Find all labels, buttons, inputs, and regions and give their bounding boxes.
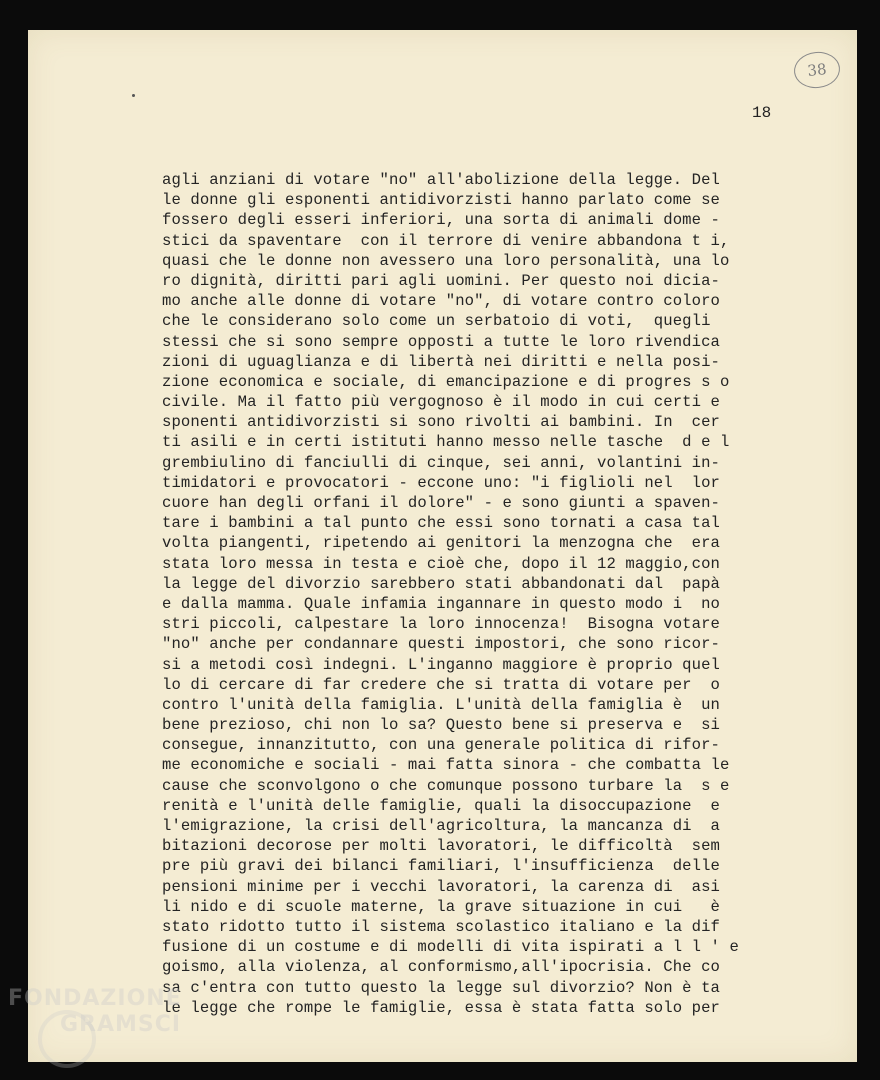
text-line: stri piccoli, calpestare la loro innocenza! Bisogna votare [162,615,721,634]
text-line: zioni di uguaglianza e di libertà nei diritti e nella posi- [162,352,721,371]
text-line: sponenti antidivorzisti si sono rivolti ai bambini. In cer [162,413,721,432]
text-line: bene prezioso, chi non lo sa? Questo bene si preserva e si [162,716,721,735]
speck [132,94,135,97]
text-line: stato ridotto tutto il sistema scolastico italiano e la dif [162,917,721,936]
text-line: renità e l'unità delle famiglie, quali la disoccupazione e [162,796,721,815]
text-line: me economiche e sociali - mai fatta sinora - che combatta le [162,756,730,775]
text-line: li nido e di scuole materne, la grave situazione in cui è [162,897,721,916]
text-line: le donne gli esponenti antidivorzisti hanno parlato come se [162,191,721,210]
text-line: goismo, alla violenza, al conformismo,all'ipocrisia. Che co [162,958,721,977]
text-line: ro dignità, diritti pari agli uomini. Per questo noi dicia- [162,271,721,290]
text-line: si a metodi così indegni. L'inganno maggiore è proprio quel [162,655,721,674]
text-line: pre più gravi dei bilanci familiari, l'insufficienza delle [162,857,721,876]
text-line: stici da spaventare con il terrore di venire abbandona t i, [162,231,730,250]
text-line: stata loro messa in testa e cioè che, dopo il 12 maggio,con [162,554,721,573]
text-line: fusione di un costume e di modelli di vita ispirati a l l ' e [162,938,739,957]
text-line: la legge del divorzio sarebbero stati abbandonati dal papà [162,574,721,593]
archive-stamp: 38 [792,50,842,91]
text-line: pensioni minime per i vecchi lavoratori, la carenza di asi [162,877,721,896]
text-line: cuore han degli orfani il dolore" - e sono giunti a spaven- [162,494,721,512]
text-line: zione economica e sociale, di emancipazione e di progres s o [162,372,730,391]
text-line: civile. Ma il fatto più vergognoso è il modo in cui certi e [162,393,721,412]
text-line: l'emigrazione, la crisi dell'agricoltura, la mancanza di a [162,817,721,835]
text-line: volta piangenti, ripetendo ai genitori la menzogna che era [162,534,721,553]
text-line: contro l'unità della famiglia. L'unità della famiglia è un [162,695,721,714]
watermark-line-1: FONDAZIONE [8,986,182,1011]
text-line: timidatori e provocatori - eccone uno: "i figlioli nel lor [162,473,721,492]
text-line: bitazioni decorose per molti lavoratori, le difficoltà sem [162,837,721,856]
text-line: sa c'entra con tutto questo la legge sul divorzio? Non è ta [162,978,721,997]
text-line: agli anziani di votare "no" all'abolizione della legge. Del [162,171,721,189]
text-line: grembiulino di fanciulli di cinque, sei anni, volantini in- [162,453,721,472]
text-line: le legge che rompe le famiglie, essa è stata fatta solo per [162,998,721,1017]
text-line: fossero degli esseri inferiori, una sorta di animali dome - [162,211,721,230]
text-line: cause che sconvolgono o che comunque possono turbare la s e [162,776,730,795]
text-line: mo anche alle donne di votare "no", di votare contro coloro [162,292,721,311]
text-line: e dalla mamma. Quale infamia ingannare in questo modo i no [162,594,721,613]
text-line: ti asili e in certi istituti hanno messo nelle tasche d e l [162,433,730,452]
watermark-line-2: GRAMSCI [60,1012,182,1037]
text-line: stessi che si sono sempre opposti a tutte le loro rivendica [162,332,721,351]
text-line: "no" anche per condannare questi impostori, che sono ricor- [162,635,721,654]
text-line: che le considerano solo come un serbatoio di voti, quegli [162,312,711,331]
text-line: consegue, innanzitutto, con una generale politica di rifor- [162,736,721,755]
typewritten-body [162,170,739,1018]
text-line: lo di cercare di far credere che si tratta di votare per o [162,675,721,694]
page-number: 18 [752,104,772,122]
text-line: tare i bambini a tal punto che essi sono tornati a casa tal [162,514,721,533]
text-line: quasi che le donne non avessero una loro personalità, una lo [162,251,730,270]
